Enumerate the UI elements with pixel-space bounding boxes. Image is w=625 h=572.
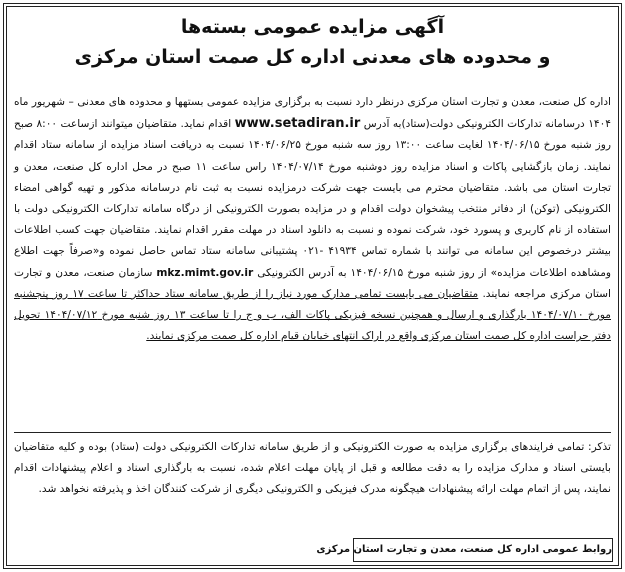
title-line-1: آگهی مزایده عمومی بسته‌ها: [180, 16, 445, 38]
body-paragraph-3: سازمان صنعت، معدن و تجارت استان مرکزی مراجعه نمایند.: [14, 266, 612, 300]
body-paragraph-4: متقاضیان می بایست تمامی مدارک مورد نیاز را از طریق سامانه ستاد حداکثر تا ساعت ۱۷ روز پنجشنبه مورخ ۱۴۰۴/۰۷/۱۰ بارگذاری و ارسال و همچنین نسخه فیزیکی پاکات الف، ب و ج را تا ساعت ۱۳ روز شنبه مورخ ۱۴۰۴/۰۷/۱۲ تحویل دفتر حراست اداره کل صمت استان مرکزی واقع در اراک انتهای خیابان قیام اداره کل صمت مرکزی نمایند.: [14, 287, 611, 343]
title-line-2: و محدوده های معدنی اداره کل صمت استان مرکزی: [74, 46, 551, 68]
setad-website-link[interactable]: www.setadiran.ir: [234, 116, 361, 132]
mimt-website-link[interactable]: mkz.mimt.gov.ir: [156, 266, 254, 279]
public-relations-footer: روابط عمومی اداره کل صنعت، معدن و تجارت استان مرکزی: [353, 538, 613, 562]
announcement-body: [14, 92, 611, 347]
body-paragraph-1: اداره کل صنعت، معدن و تجارت استان مرکزی درنظر دارد نسبت به برگزاری مزایده عمومی بستهها و محدوده های معدنی – شهریور ماه ۱۴۰۴ درسامانه تدارکات الکترونیکی دولت(ستاد)به آدرس: [14, 96, 611, 131]
note-text: تذکر: تمامی فرایندهای برگزاری مزایده به صورت الکترونیکی و از طریق سامانه تدارکات الکترونیکی دولت (ستاد) بوده و کلیه متقاضیان بایستی اسناد و مدارک مزایده را به دقت مطالعه و قبل از پایان مهلت اعلام شده، نسبت به بارگذاری اسناد و اعلام پیشنهادات اقدام نمایند، پس از اتمام مهلت ارائه پیشنهادات هیچگونه مدرک فیزیکی و الکترونیکی دیگری از شرکت کنندگان اخذ و پذیرفته نخواهد شد.: [14, 441, 611, 496]
body-paragraph-2: اقدام نماید. متقاضیان میتوانند ازساعت ۸:۰۰ صبح روز شنبه مورخ ۱۴۰۴/۰۶/۱۵ لغایت ساعت ۱۳:۰۰ روز سه شنبه مورخ ۱۴۰۴/۰۶/۲۵ نسبت به دریافت اسناد مزایده از سامانه ستاد اقدام نمایند. زمان بازگشایی پاکات و اسناد مزایده روز دوشنبه مورخ ۱۴۰۴/۰۷/۱۴ راس ساعت ۱۱ صبح در محل اداره کل صنعت، معدن و تجارت استان می باشد. متقاضیان محترم می بایست جهت شرکت درمزایده نسبت به ثبت نام درسامانه مذکور و تهیه گواهی امضاء الکترونیکی (توکن) از دفاتر منتخب پیشخوان دولت اقدام و در مزایده بصورت الکترونیکی از درگاه سامانه تدارکات الکترونیکی دولت با استفاده از نام کاربری و پسورد خود، شرکت نموده و نسبت به دانلود اسناد در مهلت مقرر اقدام نمایند. متقاضیان جهت کسب اطلاعات بیشتر درخصوص این سامانه می توانند با شماره تماس ۴۱۹۳۴ -۰۲۱ پشتیبانی سامانه ستاد تماس حاصل نموده و«صرفاً جهت اطلاع ومشاهده اطلاعات مزایده» از روز شنبه مورخ ۱۴۰۴/۰۶/۱۵ به آدرس الکترونیکی: [14, 118, 611, 279]
announcement-header: [14, 12, 611, 86]
note-section: [14, 432, 611, 501]
